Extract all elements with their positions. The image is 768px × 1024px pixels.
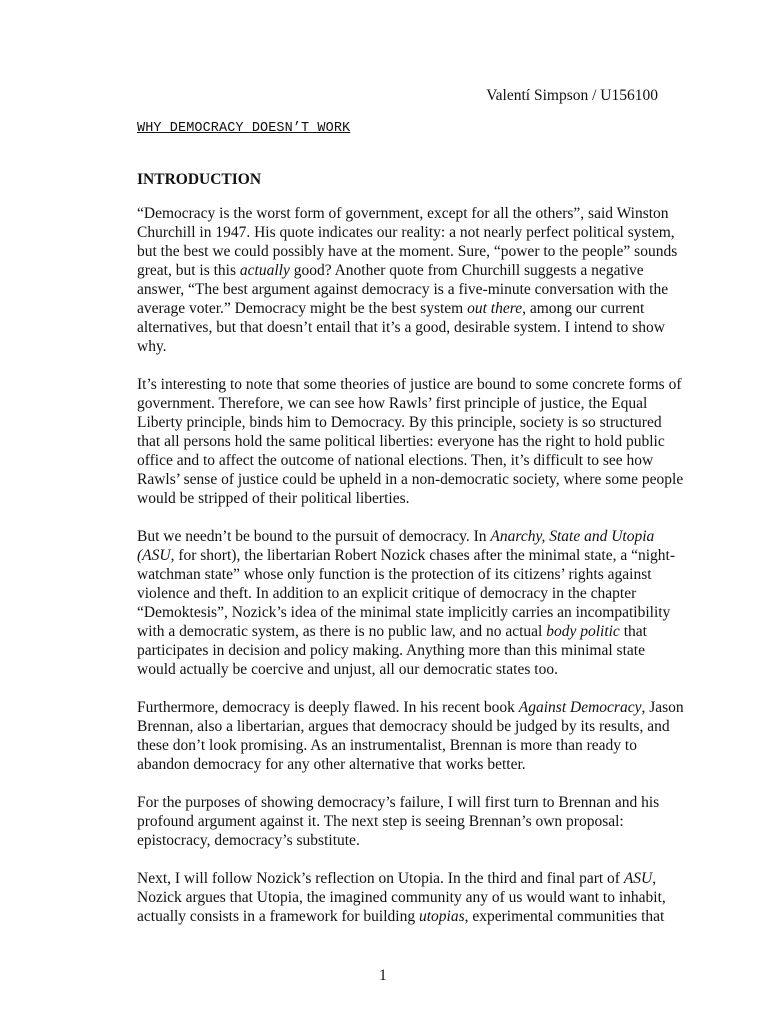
italic-text: out there	[467, 300, 523, 317]
text-run: , for short), the libertarian Robert Nozick chases after the minimal state, a “night-	[170, 547, 676, 564]
text-run: would be stripped of their political liberties.	[137, 490, 410, 507]
italic-text: actually	[239, 262, 290, 279]
text-run: Furthermore, democracy is deeply flawed. In his recent book	[137, 699, 519, 716]
text-line	[137, 888, 667, 907]
paragraph	[137, 204, 678, 356]
text-run: would actually be coercive and unjust, all our democratic states too.	[137, 661, 558, 678]
text-line	[137, 394, 667, 413]
text-run: that	[619, 623, 647, 640]
italic-text: (ASU	[137, 547, 171, 564]
italic-text: utopias	[418, 908, 465, 925]
text-line	[137, 907, 667, 926]
italic-text: Anarchy, State and Utopia	[490, 528, 655, 545]
text-run: watchman state” whose only function is the protection of its citizens’ rights against	[137, 566, 652, 583]
text-run: , among our current	[522, 300, 645, 317]
text-run: “Demoktesis”, Nozick’s idea of the minimal state implicitly carries an incompatibility	[137, 604, 671, 621]
document-body	[137, 204, 684, 945]
text-line	[137, 755, 667, 774]
text-line	[137, 242, 678, 261]
text-line	[137, 793, 667, 812]
text-line	[137, 641, 667, 660]
text-line	[137, 831, 667, 850]
text-run: Nozick argues that Utopia, the imagined community any of us would want to inhabit,	[137, 889, 666, 906]
text-run: with a democratic system, as there is no public law, and no actual	[137, 623, 547, 640]
text-run: participates in decision and policy making. Anything more than this minimal state	[137, 642, 645, 659]
italic-text: ASU	[623, 870, 653, 887]
text-line	[137, 489, 667, 508]
text-line	[137, 717, 670, 736]
text-line	[137, 869, 667, 888]
paragraph	[137, 869, 667, 926]
text-line	[137, 375, 682, 394]
paragraph	[137, 527, 676, 679]
text-run: Rawls’ sense of justice could be upheld in a non-democratic society, where some people	[137, 471, 684, 488]
paragraph	[137, 793, 667, 850]
section-heading: INTRODUCTION	[137, 171, 262, 188]
text-run: great, but is this	[137, 262, 240, 279]
text-line	[137, 432, 667, 451]
text-line	[137, 603, 671, 622]
text-run: Liberty principle, binds him to Democracy. By this principle, society is so structured	[137, 414, 662, 431]
text-line	[137, 451, 667, 470]
text-run: ,	[652, 870, 657, 887]
text-run: answer, “The best argument against democracy is a five-minute conversation with the	[137, 281, 669, 298]
text-run: “Democracy is the worst form of government, except for all the others”, said Winston	[137, 205, 669, 222]
text-run: , experimental communities that	[464, 908, 665, 925]
text-line	[137, 736, 667, 755]
text-line	[137, 299, 667, 318]
text-line	[137, 660, 667, 679]
text-run: these don’t look promising. As an instrumentalist, Brennan is more than ready to	[137, 737, 637, 754]
paragraph	[137, 375, 684, 508]
page-number: 1	[379, 967, 387, 984]
text-run: actually consists in a framework for building	[137, 908, 419, 925]
text-run: why.	[137, 338, 167, 355]
text-line	[137, 223, 675, 242]
italic-text: body politic	[546, 623, 620, 640]
text-line	[137, 546, 676, 565]
text-line	[137, 622, 667, 641]
document-title: WHY DEMOCRACY DOESN’T WORK	[137, 121, 351, 136]
text-run: abandon democracy for any other alternative that works better.	[137, 756, 526, 773]
text-line	[137, 698, 684, 717]
text-run: , Jason	[641, 699, 684, 716]
text-run: It’s interesting to note that some theories of justice are bound to some concrete forms of	[137, 376, 682, 393]
text-run: epistocracy, democracy’s substitute.	[137, 832, 360, 849]
text-run: government. Therefore, we can see how Rawls’ first principle of justice, the Equal	[137, 395, 648, 412]
text-line	[137, 565, 667, 584]
text-run: alternatives, but that doesn’t entail that it’s a good, desirable system. I intend to show	[137, 319, 665, 336]
text-line	[137, 584, 667, 603]
text-line	[137, 318, 667, 337]
paragraph	[137, 698, 684, 774]
text-line	[137, 527, 667, 546]
text-run: violence and theft. In addition to an explicit critique of democracy in the chapter	[137, 585, 637, 602]
text-line	[137, 204, 667, 223]
text-run: average voter.” Democracy might be the best system	[137, 300, 468, 317]
text-line	[137, 413, 667, 432]
text-run: Next, I will follow Nozick’s reflection on Utopia. In the third and final part of	[137, 870, 624, 887]
text-run: good? Another quote from Churchill suggests a negative	[289, 262, 644, 279]
text-line	[137, 261, 667, 280]
text-run: But we needn’t be bound to the pursuit of democracy. In	[137, 528, 491, 545]
text-line	[137, 280, 667, 299]
text-run: but the best we could possibly have at the moment. Sure, “power to the people” sounds	[137, 243, 678, 260]
text-line	[137, 337, 667, 356]
text-run: Churchill in 1947. His quote indicates our reality: a not nearly perfect political system,	[137, 224, 675, 241]
text-line	[137, 470, 684, 489]
text-run: For the purposes of showing democracy’s failure, I will first turn to Brennan and his	[137, 794, 660, 811]
text-run: that all persons hold the same political liberties: everyone has the right to hold public	[137, 433, 665, 450]
text-line	[137, 812, 667, 831]
author-line: Valentí Simpson / U156100	[486, 87, 658, 104]
text-run: profound argument against it. The next step is seeing Brennan’s own proposal:	[137, 813, 624, 830]
text-run: office and to affect the outcome of national elections. Then, it’s difficult to see how	[137, 452, 654, 469]
text-run: Brennan, also a libertarian, argues that democracy should be judged by its results, and	[137, 718, 670, 735]
italic-text: Against Democracy	[518, 699, 642, 716]
